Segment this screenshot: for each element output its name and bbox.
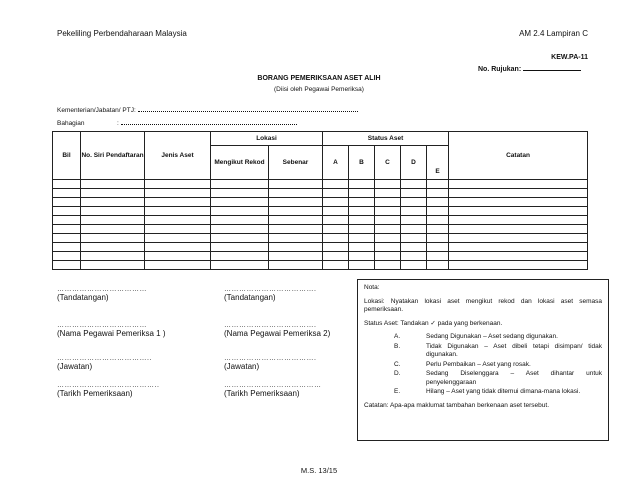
table-cell[interactable] (401, 225, 427, 234)
table-cell[interactable] (323, 180, 349, 189)
col-status-a: A (323, 146, 349, 180)
table-cell[interactable] (145, 189, 211, 198)
note-location: Lokasi: Nyatakan lokasi aset mengikut rekod dan lokasi aset semasa pemeriksaan. (364, 297, 602, 313)
table-cell[interactable] (449, 216, 588, 225)
post-block-1 (57, 355, 152, 371)
ministry-label: Kementerian/Jabatan/ PTJ: (57, 107, 136, 114)
table-cell[interactable] (375, 243, 401, 252)
ministry-line (138, 105, 358, 112)
date-block-2 (224, 382, 322, 398)
table-cell[interactable] (211, 198, 269, 207)
table-row (53, 261, 588, 270)
post-label: (Jawatan) (224, 362, 260, 371)
table-row (53, 243, 588, 252)
table-cell[interactable] (81, 261, 145, 270)
table-cell[interactable] (349, 225, 375, 234)
post-block-2 (224, 355, 316, 371)
form-subtitle: (Diisi oleh Pegawai Pemeriksa) (274, 86, 364, 93)
note-status-key: D. (394, 370, 401, 377)
table-cell[interactable] (269, 180, 323, 189)
table-cell[interactable] (81, 189, 145, 198)
name-block-1 (57, 322, 165, 338)
date-line: ………………………………… (224, 382, 322, 389)
date-line: ………………………………….. (57, 382, 160, 389)
table-cell[interactable] (375, 234, 401, 243)
header-left: Pekeliling Perbendaharaan Malaysia (57, 29, 187, 38)
table-cell[interactable] (269, 198, 323, 207)
table-cell[interactable] (269, 252, 323, 261)
date-label: (Tarikh Pemeriksaan) (57, 389, 133, 398)
note-status-text: Tidak Digunakan – Aset dibeli tetapi disimpan/ tidak digunakan. (426, 342, 602, 358)
table-cell[interactable] (145, 225, 211, 234)
table-cell[interactable] (81, 198, 145, 207)
col-status-d: D (401, 146, 427, 180)
table-cell[interactable] (211, 234, 269, 243)
table-cell[interactable] (401, 234, 427, 243)
table-cell[interactable] (211, 243, 269, 252)
table-cell[interactable] (375, 189, 401, 198)
table-row (53, 252, 588, 261)
table-cell[interactable] (349, 234, 375, 243)
table-cell[interactable] (449, 252, 588, 261)
table-cell[interactable] (211, 252, 269, 261)
col-status-c: C (375, 146, 401, 180)
post-line: ………………………………. (224, 355, 317, 362)
table-cell[interactable] (427, 234, 449, 243)
table-cell[interactable] (323, 243, 349, 252)
table-cell[interactable] (323, 252, 349, 261)
table-cell[interactable] (323, 225, 349, 234)
table-cell[interactable] (449, 234, 588, 243)
table-cell[interactable] (449, 189, 588, 198)
table-cell[interactable] (53, 261, 81, 270)
table-cell[interactable] (375, 180, 401, 189)
reference-label: No. Rujukan: (478, 66, 522, 73)
table-cell[interactable] (81, 207, 145, 216)
table-cell[interactable] (323, 207, 349, 216)
col-status-e: E (427, 146, 449, 180)
signature-line: ……………………………… (57, 286, 147, 293)
table-cell[interactable] (323, 189, 349, 198)
table-cell[interactable] (449, 207, 588, 216)
table-cell[interactable] (449, 198, 588, 207)
table-cell[interactable] (145, 252, 211, 261)
table-cell[interactable] (145, 216, 211, 225)
note-status-text: Sedang Diselenggara – Aset dihantar untuk penyelenggaraan (426, 370, 602, 386)
table-cell[interactable] (401, 189, 427, 198)
name-block-2 (224, 322, 330, 338)
table-cell[interactable] (449, 225, 588, 234)
table-cell[interactable] (427, 225, 449, 234)
table-cell[interactable] (53, 252, 81, 261)
note-status-item (364, 343, 602, 360)
note-status-key: A. (394, 333, 401, 340)
table-row (53, 198, 588, 207)
col-status-b: B (349, 146, 375, 180)
table-cell[interactable] (145, 180, 211, 189)
table-cell[interactable] (375, 207, 401, 216)
table-cell[interactable] (81, 216, 145, 225)
table-cell[interactable] (145, 243, 211, 252)
table-row (53, 189, 588, 198)
table-cell[interactable] (53, 225, 81, 234)
table-cell[interactable] (375, 261, 401, 270)
table-cell[interactable] (53, 189, 81, 198)
col-catatan: Catatan (449, 132, 588, 180)
table-cell[interactable] (269, 207, 323, 216)
note-status-key: B. (394, 342, 401, 350)
table-cell[interactable] (145, 261, 211, 270)
table-cell[interactable] (211, 216, 269, 225)
table-cell[interactable] (449, 180, 588, 189)
table-cell[interactable] (269, 216, 323, 225)
note-status-item (364, 361, 602, 370)
table-cell[interactable] (401, 180, 427, 189)
note-status-key: E. (394, 388, 401, 395)
name-line: ……………………………… (57, 322, 147, 329)
table-cell[interactable] (269, 234, 323, 243)
table-cell[interactable] (53, 180, 81, 189)
note-status-item (364, 370, 602, 387)
table-cell[interactable] (53, 234, 81, 243)
table-cell[interactable] (323, 234, 349, 243)
table-cell[interactable] (449, 243, 588, 252)
col-no-siri: No. Siri Pendaftaran (81, 132, 145, 180)
name-label: (Nama Pegawai Pemeriksa 2) (224, 329, 331, 338)
table-cell[interactable] (401, 243, 427, 252)
date-block-1 (57, 382, 159, 398)
table-cell[interactable] (145, 207, 211, 216)
page-number: M.S. 13/15 (300, 466, 338, 475)
table-cell[interactable] (349, 243, 375, 252)
note-status-item (364, 388, 602, 397)
table-cell[interactable] (81, 180, 145, 189)
table-cell[interactable] (323, 198, 349, 207)
table-cell[interactable] (375, 252, 401, 261)
table-cell[interactable] (375, 216, 401, 225)
section-line (121, 118, 297, 125)
table-cell[interactable] (81, 225, 145, 234)
name-label: (Nama Pegawai Pemeriksa 1 ) (57, 329, 166, 338)
note-status-item (364, 333, 602, 342)
note-catatan: Catatan: Apa-apa maklumat tambahan berkenaan aset tersebut. (364, 401, 550, 409)
table-cell[interactable] (211, 189, 269, 198)
table-cell[interactable] (349, 216, 375, 225)
table-cell[interactable] (449, 261, 588, 270)
signature-label: (Tandatangan) (224, 293, 276, 302)
note-status-intro: Status Aset: Tandakan ✓ pada yang berkenaan. (364, 319, 503, 327)
table-cell[interactable] (401, 198, 427, 207)
section-colon: : (117, 120, 119, 127)
table-cell[interactable] (349, 180, 375, 189)
table-cell[interactable] (401, 252, 427, 261)
table-cell[interactable] (427, 207, 449, 216)
table-cell[interactable] (349, 207, 375, 216)
table-row (53, 216, 588, 225)
table-cell[interactable] (427, 180, 449, 189)
col-lokasi: Lokasi (211, 132, 323, 146)
note-status-text: Sedang Digunakan – Aset sedang digunakan. (426, 333, 558, 340)
table-cell[interactable] (53, 207, 81, 216)
table-body (53, 180, 588, 270)
table-cell[interactable] (53, 216, 81, 225)
table-cell[interactable] (427, 189, 449, 198)
table-cell[interactable] (401, 261, 427, 270)
table-cell[interactable] (349, 189, 375, 198)
note-heading: Nota: (364, 284, 380, 291)
table-cell[interactable] (269, 243, 323, 252)
signature-block-2 (224, 286, 316, 302)
col-status-aset: Status Aset (323, 132, 449, 146)
col-mengikut-rekod: Mengikut Rekod (211, 146, 269, 180)
table-cell[interactable] (427, 243, 449, 252)
header-right: AM 2.4 Lampiran C (519, 29, 588, 38)
table-row (53, 234, 588, 243)
note-status-text: Hilang – Aset yang tidak ditemui dimana-mana lokasi. (426, 388, 581, 395)
name-line: ………………………………. (224, 322, 317, 329)
table-cell[interactable] (427, 198, 449, 207)
post-line: ……………………………….. (57, 355, 152, 362)
note-status-text: Perlu Pembaikan – Aset yang rosak. (426, 360, 531, 368)
table-cell[interactable] (81, 234, 145, 243)
table-cell[interactable] (269, 261, 323, 270)
note-status-list (364, 333, 602, 397)
table-cell[interactable] (81, 252, 145, 261)
table-cell[interactable] (323, 216, 349, 225)
table-row (53, 207, 588, 216)
table-cell[interactable] (81, 243, 145, 252)
table-cell[interactable] (145, 234, 211, 243)
signature-label: (Tandatangan) (57, 293, 109, 302)
post-label: (Jawatan) (57, 362, 93, 371)
date-label: (Tarikh Pemeriksaan) (224, 389, 300, 398)
table-cell[interactable] (211, 261, 269, 270)
table-cell[interactable] (427, 261, 449, 270)
table-cell[interactable] (323, 261, 349, 270)
note-box (357, 279, 609, 441)
section-label: Bahagian (57, 120, 85, 127)
note-status-key: C. (394, 360, 401, 368)
table-cell[interactable] (349, 252, 375, 261)
table-cell[interactable] (53, 243, 81, 252)
table-cell[interactable] (375, 198, 401, 207)
signature-line: ………………………………. (224, 286, 317, 293)
ministry-field (57, 105, 358, 114)
table-cell[interactable] (427, 216, 449, 225)
table-row (53, 225, 588, 234)
form-title: BORANG PEMERIKSAAN ASET ALIH (257, 75, 381, 82)
reference-line (523, 70, 581, 71)
table-cell[interactable] (145, 198, 211, 207)
table-cell[interactable] (349, 261, 375, 270)
col-bil: Bil (53, 132, 81, 180)
form-code: KEW.PA-11 (551, 54, 588, 61)
col-sebenar: Sebenar (269, 146, 323, 180)
table-cell[interactable] (349, 198, 375, 207)
signature-block-1 (57, 286, 147, 302)
table-cell[interactable] (375, 225, 401, 234)
asset-table (52, 131, 588, 270)
reference-field (478, 66, 581, 73)
table-cell[interactable] (401, 216, 427, 225)
table-cell[interactable] (401, 207, 427, 216)
table-cell[interactable] (53, 198, 81, 207)
table-cell[interactable] (269, 189, 323, 198)
table-cell[interactable] (427, 252, 449, 261)
table-cell[interactable] (211, 180, 269, 189)
table-cell[interactable] (269, 225, 323, 234)
table-row (53, 180, 588, 189)
table-cell[interactable] (211, 225, 269, 234)
col-jenis-aset: Jenis Aset (145, 132, 211, 180)
table-cell[interactable] (211, 207, 269, 216)
section-field (57, 118, 297, 127)
